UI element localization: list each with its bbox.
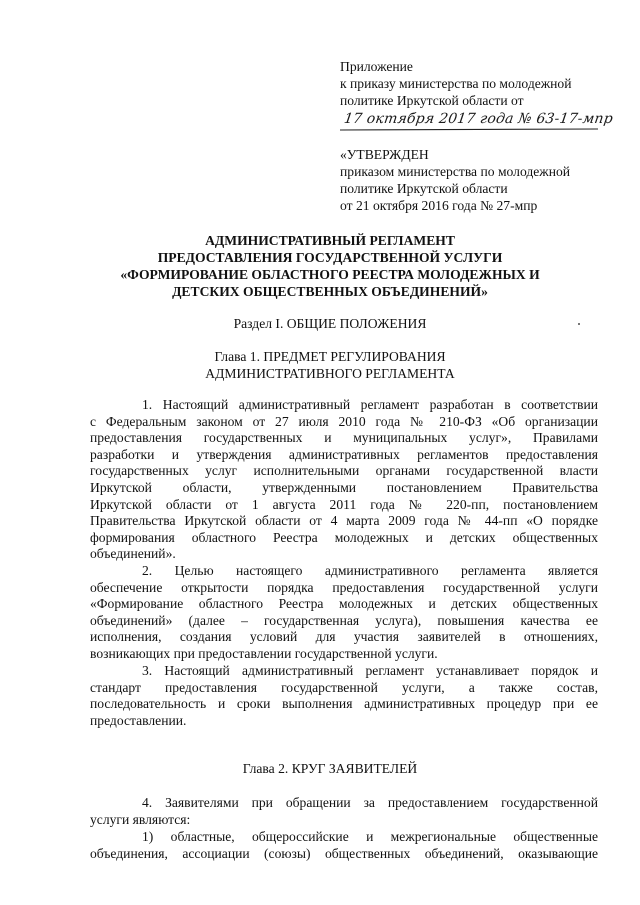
approved-block: [340, 146, 610, 214]
paragraph-line: последовательность и сроки выполнения административных процедур при ее: [90, 696, 598, 712]
paragraph-line: с Федеральным законом от 27 июля 2010 года № 210-ФЗ «Об организации: [90, 413, 598, 429]
document-title: [40, 232, 620, 300]
paragraph-line: предоставлении.: [90, 712, 187, 728]
paragraph-5: [90, 829, 598, 862]
paragraph-2: [90, 563, 598, 663]
paragraph-line: объединений» (далее – государственная услуга), повышения качества ее: [90, 612, 598, 628]
paragraph-line: 3. Настоящий административный регламент устанавливает порядок и: [142, 663, 598, 678]
paragraph-line: «Формирование областного Реестра молодежных и детских общественных: [90, 596, 598, 612]
appendix-line-2: к приказу министерства по молодежной: [340, 76, 572, 91]
title-line-1: АДМИНИСТРАТИВНЫЙ РЕГЛАМЕНТ: [205, 233, 455, 248]
paragraph-line: обеспечение открытости порядка предоставления государственной услуги: [90, 579, 598, 595]
appendix-header: [340, 58, 610, 109]
paragraph-line: Правительства Иркутской области от 4 марта 2009 года № 44-пп «О порядке: [90, 513, 598, 529]
approved-line-4: от 21 октября 2016 года № 27-мпр: [340, 198, 538, 213]
paragraph-line: исполнения, создания условий для участия заявителей в отношениях,: [90, 629, 598, 645]
paragraph-line: стандарт предоставления государственной услуги, а также состав,: [90, 679, 598, 695]
paragraph-line: Иркутской области, утвержденными постановлением Правительства: [90, 479, 598, 495]
paragraph-line: 1) областные, общероссийские и межрегиональные общественные: [142, 829, 598, 844]
handwritten-order-date: [340, 110, 614, 134]
paragraph-line: разработки и утверждения административных регламентов предоставления: [90, 446, 598, 462]
paragraph-3: [90, 663, 598, 729]
paragraph-line: объединения, ассоциации (союзы) общественных объединений, оказывающие: [90, 845, 598, 861]
scan-speck: [578, 323, 580, 325]
paragraph-line: 1. Настоящий административный регламент разработан в соответствии: [142, 397, 598, 412]
paragraph-line: 2. Целью настоящего административного регламента является: [142, 563, 598, 578]
title-line-4: ДЕТСКИХ ОБЩЕСТВЕННЫХ ОБЪЕДИНЕНИЙ»: [172, 284, 488, 299]
handwritten-date-text: 17 октября 2017 года № 63-17-мпр: [342, 111, 614, 127]
appendix-line-3: политике Иркутской области от: [340, 93, 524, 108]
paragraph-line: предоставления государственных и муниципальных услуг», Правилами: [90, 430, 598, 446]
chapter-1-line-1: Глава 1. ПРЕДМЕТ РЕГУЛИРОВАНИЯ: [214, 349, 446, 364]
chapter-1-heading: [40, 348, 620, 382]
paragraph-line: услуги являются:: [90, 811, 191, 827]
paragraph-line: Иркутской области от 1 августа 2011 года № 220-пп, постановлением: [90, 496, 598, 512]
chapter-1-line-2: АДМИНИСТРАТИВНОГО РЕГЛАМЕНТА: [205, 366, 455, 381]
section-heading: Раздел I. ОБЩИЕ ПОЛОЖЕНИЯ: [233, 316, 427, 331]
approved-line-2: приказом министерства по молодежной: [340, 164, 571, 179]
paragraph-line: возникающих при предоставлении государственной услуги.: [90, 645, 438, 661]
paragraph-4: [90, 795, 598, 828]
appendix-line-1: Приложение: [340, 59, 413, 74]
paragraph-line: объединений».: [90, 546, 176, 562]
title-line-3: «ФОРМИРОВАНИЕ ОБЛАСТНОГО РЕЕСТРА МОЛОДЕЖНЫХ И: [120, 267, 540, 282]
paragraph-line: 4. Заявителями при обращении за предоставлением государственной: [142, 795, 598, 810]
paragraph-1: [90, 397, 598, 563]
title-line-2: ПРЕДОСТАВЛЕНИЯ ГОСУДАРСТВЕННОЙ УСЛУГИ: [157, 250, 503, 265]
paragraph-line: формирования областного Реестра молодежных и детских общественных: [90, 529, 598, 545]
approved-line-1: «УТВЕРЖДЕН: [340, 147, 429, 162]
paragraph-line: государственных услуг исполнительными органами государственной власти: [90, 463, 598, 479]
approved-line-3: политике Иркутской области: [340, 181, 508, 196]
chapter-2-heading: Глава 2. КРУГ ЗАЯВИТЕЛЕЙ: [242, 761, 418, 776]
